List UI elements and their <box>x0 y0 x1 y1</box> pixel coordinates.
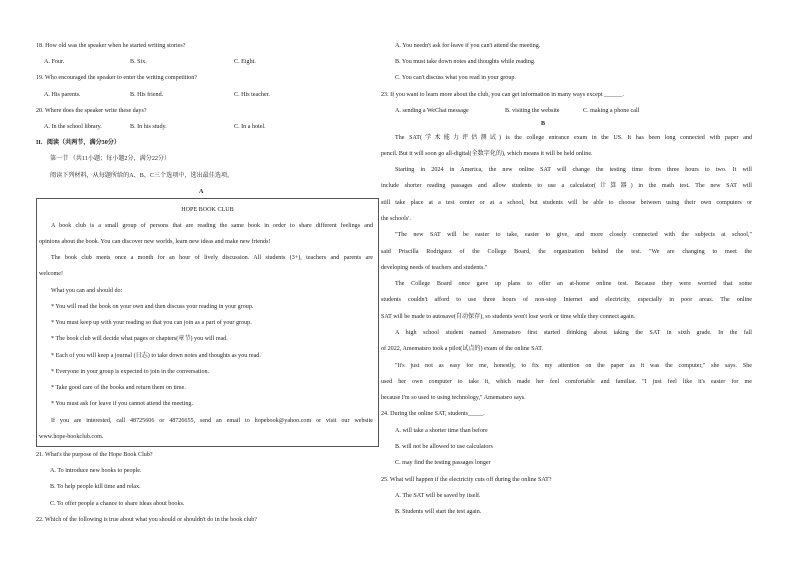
q25-stem: 25. What will happen if the electricity cuts off during the online SAT? <box>381 477 552 483</box>
notice-bullet: * Everyone in your group is expected to join in the conversation. <box>51 369 210 375</box>
notice-p1-line1: A book club is a small group of persons that are reading the same book in order to share different feelings and <box>51 223 373 229</box>
passage-b-line: A high school student named Amematsro first started thinking about taking the SAT in sixth grade. In the fall <box>395 330 752 336</box>
q22-option-a: A. You needn't ask for leave if you can't attend the meeting. <box>395 43 541 49</box>
q18-stem: 18. How old was the speaker when he started writing stories? <box>36 43 186 49</box>
notice-can-do-heading: What you can and should do: <box>51 288 123 294</box>
book-club-notice-box <box>36 198 379 447</box>
passage-b-line: the schools'. <box>381 216 411 222</box>
q24-option-b: B. will not be allowed to use calculators <box>395 444 493 450</box>
q21-option-b: B. To help people kill time and relax. <box>50 484 141 490</box>
q18-option-a: A. Four. <box>44 59 65 65</box>
notice-title: HOPE BOOK CLUB <box>181 207 234 213</box>
q19-option-a: A. His parents. <box>44 92 81 98</box>
passage-b-line: "It's just not as easy for me, honestly, to fix my attention on the paper as it was the computer," she says. She <box>395 363 752 369</box>
q18-option-b: B. Six. <box>130 59 147 65</box>
passage-b-line: students couldn't afford to use three hours of non-stop Internet and electricity, especially in poor areas. The online <box>381 297 752 303</box>
passage-a-label: A <box>199 189 204 195</box>
q20-option-c: C. In a hotel. <box>234 124 266 130</box>
passage-b-line: "The new SAT will be easier to take, easier to give, and more closely connected with the subjects at school," <box>395 232 752 238</box>
passage-b-line: The SAT(学术能力评估测试) is the college entrance exam in the US. It has been long connected with paper and <box>395 135 752 141</box>
passage-b-line: Starting in 2024 in America, the new online SAT will change the testing time from three hours to two. It will <box>395 167 752 173</box>
passage-b-line: The College Board once gave up plans to offer an at-home online test. Because they were worried that some <box>395 281 752 287</box>
notice-p2-line1: The book club meets once a month for an hour of lively discussion. All students (3+), teachers and parents are <box>51 255 373 261</box>
notice-bullet: * Take good care of the books and return them on time. <box>51 385 186 391</box>
notice-p2-line2: welcome! <box>39 271 64 277</box>
q24-stem: 24. During the online SAT, students_____. <box>381 411 485 417</box>
q19-option-c: C. His teacher. <box>234 92 270 98</box>
q22-stem: 22. Which of the following is true about what you should or shouldn't do in the book club? <box>36 517 258 523</box>
q25-option-a: A. The SAT will be saved by itself. <box>395 493 481 499</box>
notice-p1-line2: opinions about the book. You can discover new worlds, learn new ideas and make new friends! <box>39 239 271 245</box>
q25-option-b: B. Students will start the test again. <box>395 509 482 515</box>
q23-option-c: C. making a phone call <box>583 108 640 114</box>
passage-b-line: SAT will be made to autosave(自动保存), so students won't lose work or time while they connect again. <box>381 314 636 320</box>
instruction: 阅读下列材料，从每题所给的A、B、C三个选项中，选出最佳选项。 <box>50 173 234 179</box>
q23-stem: 23. If you want to learn more about the club, you can get information in many ways except ______. <box>381 92 624 98</box>
passage-b-line: include shorter reading passages and allow students to use a calculator(计算器) in the math test. The new SAT will <box>381 183 752 189</box>
q21-option-c: C. To offer people a chance to share ideas about books. <box>50 501 185 507</box>
passage-b-line: developing needs of teachers and students." <box>381 265 488 271</box>
passage-b-line: said Priscilla Rodriguez of the College Board, the organization behind the test. "We are changing to meet the <box>381 249 752 255</box>
passage-b-line: of 2022, Amematsro took a pilot(试点的) exam of the online SAT. <box>381 346 544 352</box>
notice-bullet: * Each of you will keep a journal (日志) to take down notes and thoughts as you read. <box>51 353 261 359</box>
notice-bullet: * You must ask for leave if you cannot attend the meeting. <box>51 401 193 407</box>
q19-stem: 19. Who encouraged the speaker to enter the writing competition? <box>36 75 197 81</box>
q23-option-b: B. visiting the website <box>505 108 560 114</box>
notice-contact-line2: www.hope-bookclub.com. <box>39 434 104 440</box>
section-title: II．阅读（共两节，满分30分） <box>36 140 120 146</box>
q24-option-a: A. will take a shorter time than before <box>395 428 488 434</box>
notice-contact-line1: If you are interested, call 48725606 or 48726655, send an email to hopebook@yahoo.com or visit our website <box>51 418 373 424</box>
notice-bullet: * You must keep up with your reading so that you can join as a part of your group. <box>51 320 252 326</box>
q20-option-a: A. In the school library. <box>44 124 102 130</box>
notice-bullet: * The book club will decide what pages or chapters(章节) you will read. <box>51 336 228 342</box>
q20-option-b: B. In his study. <box>130 124 167 130</box>
q24-option-c: C. may find the testing passages longer <box>395 460 491 466</box>
passage-b-line: because I'm so used to using technology," Amematsro says. <box>381 395 526 401</box>
q18-option-c: C. Eight. <box>234 59 256 65</box>
q20-stem: 20. Where does the speaker write these days? <box>36 108 147 114</box>
passage-b-label: B <box>541 121 546 127</box>
q22-option-b: B. You must take down notes and thoughts while reading. <box>395 59 536 65</box>
passage-b-line: used her own computer to take it, which made her feel comfortable and familiar. "I just feel like it's easier for me <box>381 379 752 385</box>
q21-option-a: A. To introduce new books to people. <box>50 468 142 474</box>
notice-bullet: * You will read the book on your own and then discuss your reading in your group. <box>51 304 254 310</box>
part-title: 第一节 （共11小题；每小题2分，满分22分） <box>50 156 171 162</box>
passage-b-line: still take place at a test center or at a school, but students will be able to choose between using their own computers or <box>381 200 752 206</box>
q19-option-b: B. His friend. <box>130 92 164 98</box>
q23-option-a: A. sending a WeChat message <box>395 108 469 114</box>
q22-option-c: C. You can't discuss what you read in your group. <box>395 75 516 81</box>
q21-stem: 21. What's the purpose of the Hope Book Club? <box>36 452 153 458</box>
passage-b-line: pencil. But it will soon go all-digital(全数字化的), which means it will be held online. <box>381 151 593 157</box>
